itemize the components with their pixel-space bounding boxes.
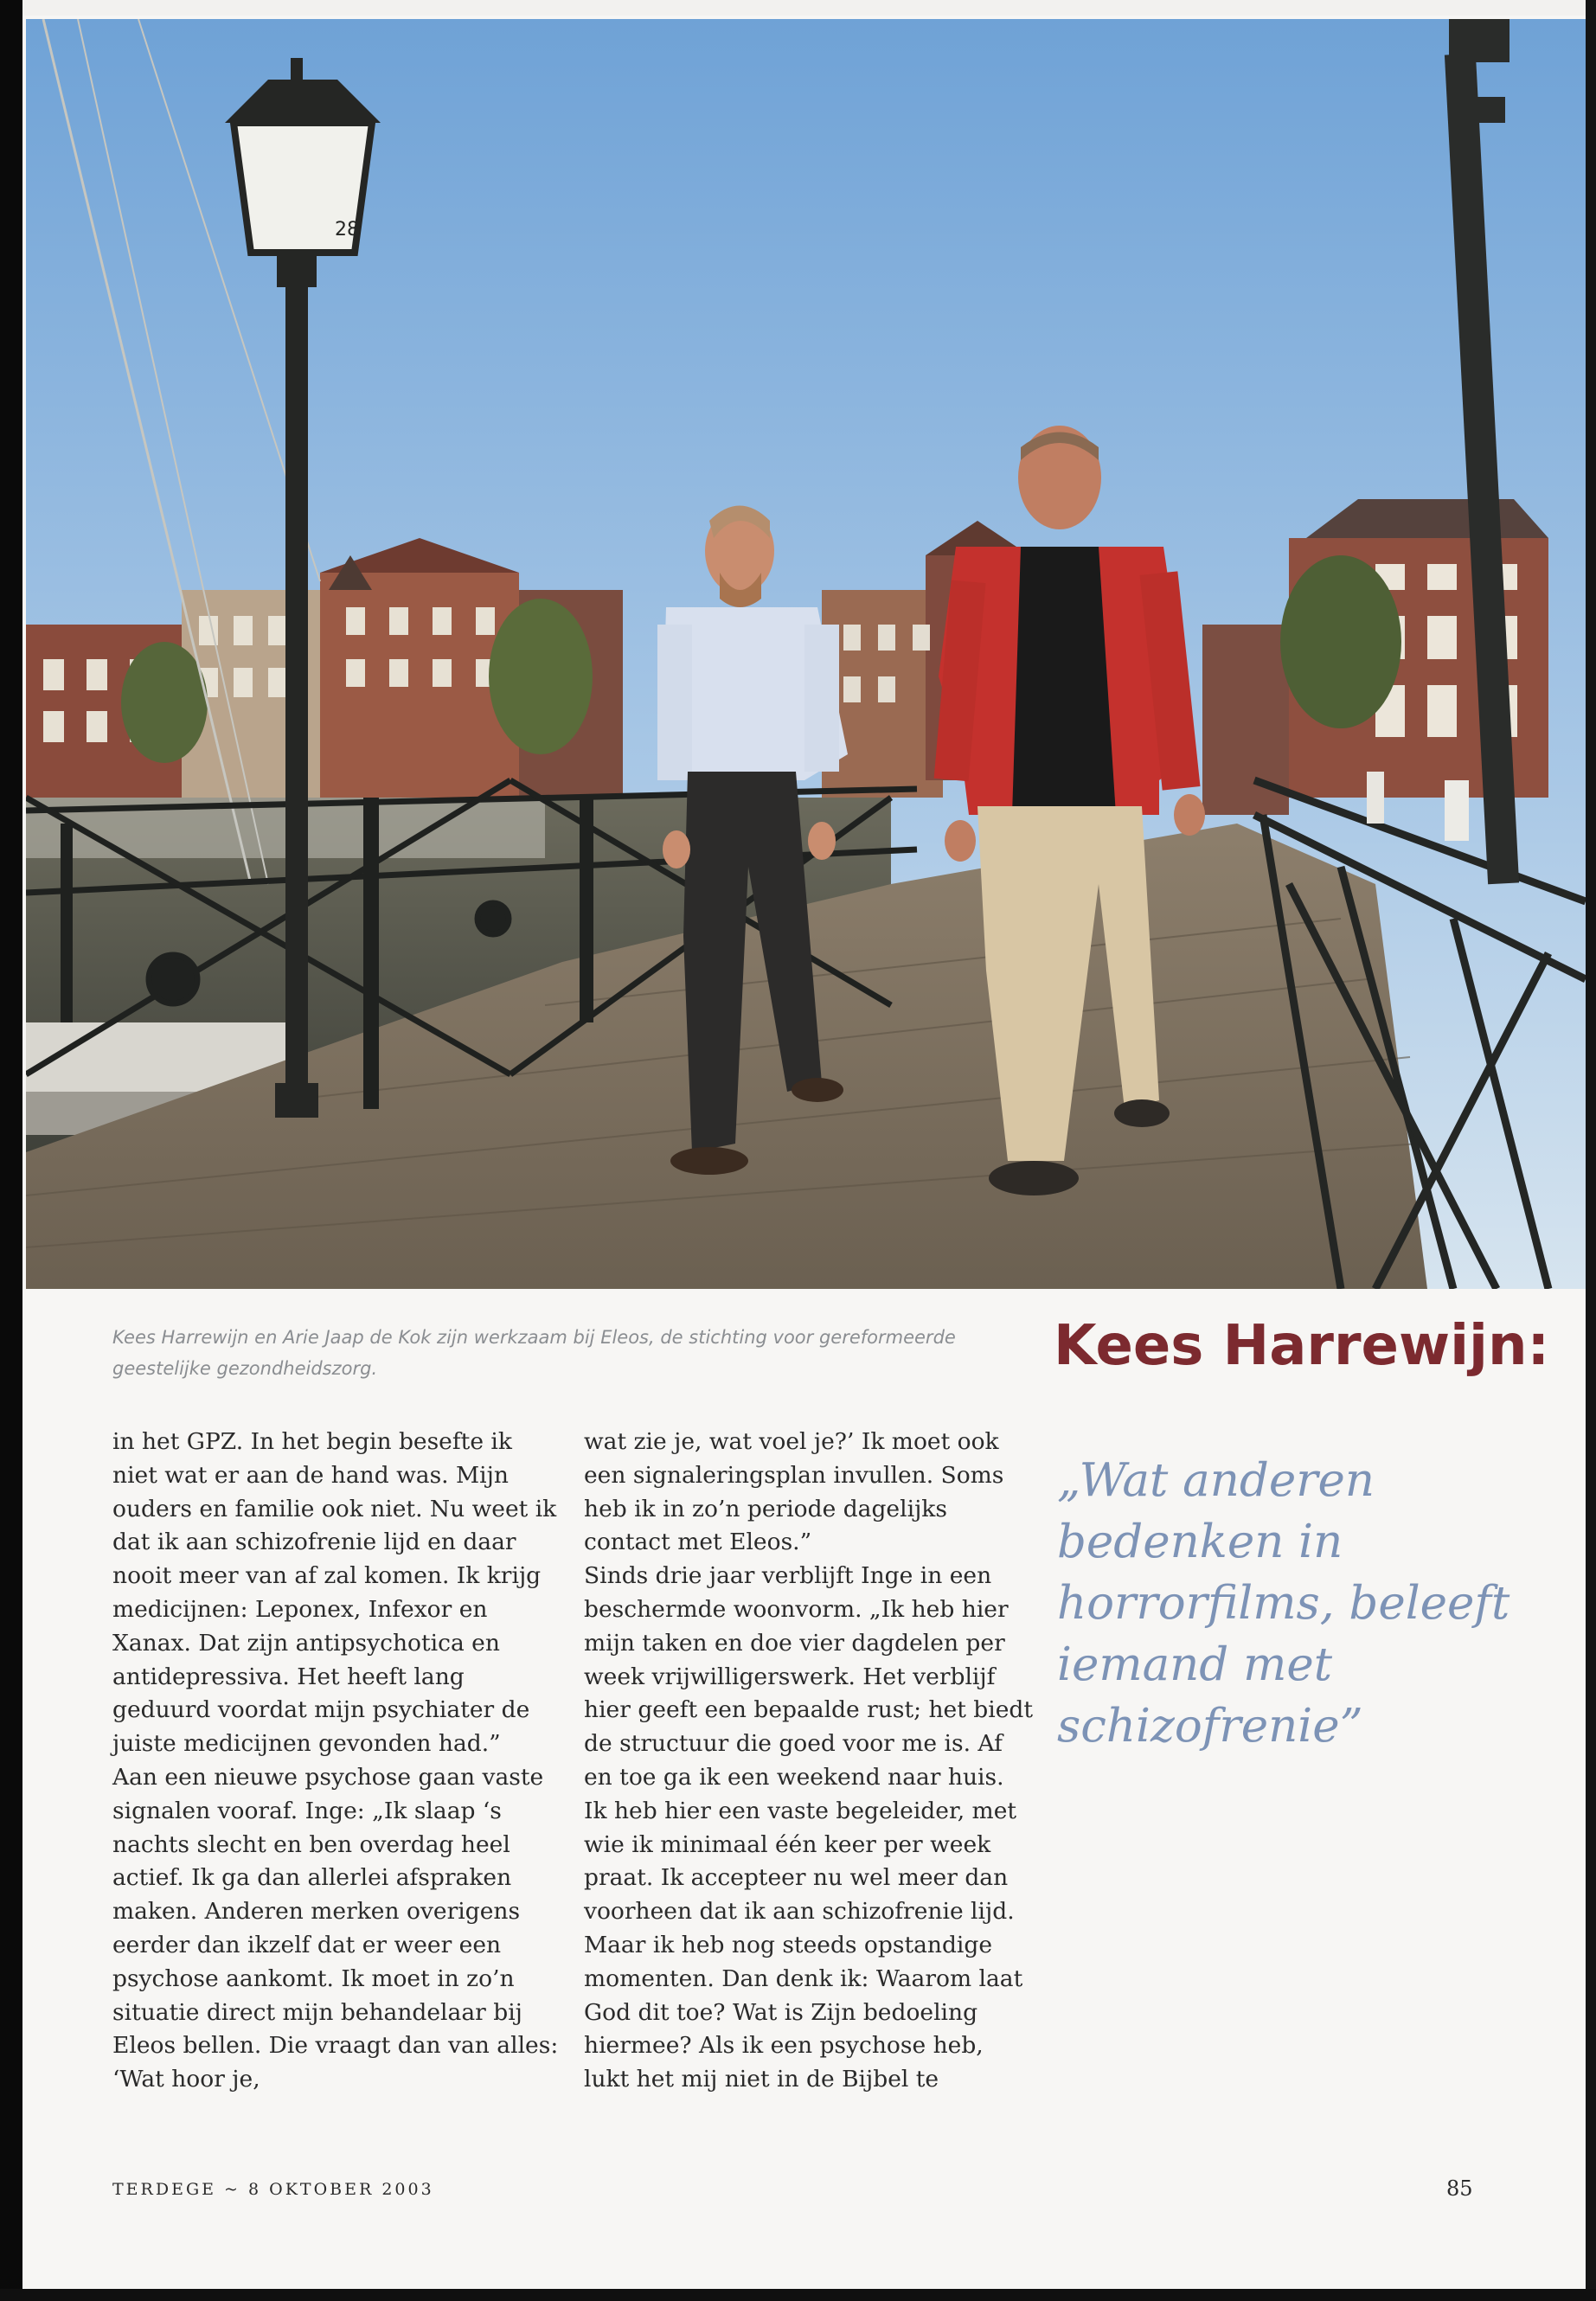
lamp-number: 28 <box>335 219 359 240</box>
photo-illustration <box>26 19 1586 1289</box>
scan-border-bottom <box>0 2289 1596 2301</box>
footer-publication: TERDEGE ~ 8 OKTOBER 2003 <box>112 2180 434 2199</box>
photo-caption: Kees Harrewijn en Arie Jaap de Kok zijn werkzaam bij Eleos, de stichting voor gereformeerde geestelijke gezondheidszorg. <box>112 1327 956 1379</box>
column1-paragraph: in het GPZ. In het begin besefte ik niet wat er aan de hand was. Mijn ouders en familie ook niet. Nu weet ik dat ik aan schizofrenie lijd en daar nooit meer van af zal komen. Ik krijg medicijnen: Leponex, Infexor en Xanax. Dat zijn antipsychotica en antidepressiva. Het heeft lang geduurd voordat mijn psychiater de juiste medicijnen gevonden had.” <box>112 1428 557 1758</box>
feature-photo <box>26 19 1586 1289</box>
column2-paragraph: wat zie je, wat voel je?’ Ik moet ook een signaleringsplan invullen. Soms heb ik in zo’n periode dagelijks contact met Eleos.” <box>584 1428 1004 1556</box>
article-column-1 <box>112 1426 562 2097</box>
scan-border-left <box>0 0 22 2301</box>
column1-paragraph: Aan een nieuwe psychose gaan vaste signalen vooraf. Inge: „Ik slaap ‘s nachts slecht en ben overdag heel actief. Ik ga dan allerlei afspraken maken. Anderen merken overigens eerder dan ikzelf dat er weer een psychose aankomt. Ik moet in zo’n situatie direct mijn behandelaar bij Eleos bellen. Die vraagt dan van alles: ‘Wat hoor je, <box>112 1763 559 2093</box>
page-number: 85 <box>1446 2176 1473 2201</box>
article-headline: Kees Harrewijn: <box>1054 1314 1550 1378</box>
scan-border-right <box>1586 0 1596 2301</box>
scan-border-top <box>0 0 1596 16</box>
article-column-2 <box>584 1426 1034 2097</box>
pull-quote: „Wat anderen bedenken in horrorfilms, beleeft iemand met schizofrenie” <box>1057 1454 1510 1753</box>
column2-paragraph: Sinds drie jaar verblijft Inge in een beschermde woonvorm. „Ik heb hier mijn taken en doe vier dagdelen per week vrijwilligerswerk. Het verblijf hier geeft een bepaalde rust; het biedt de structuur die goed voor me is. Af en toe ga ik een weekend naar huis. Ik heb hier een vaste begeleider, met wie ik minimaal één keer per week praat. Ik accepteer nu wel meer dan voorheen dat ik aan schizofrenie lijd. Maar ik heb nog steeds opstandige momenten. Dan denk ik: Waarom laat God dit toe? Wat is Zijn bedoeling hiermee? Als ik een psychose heb, lukt het mij niet in de Bijbel te <box>584 1562 1034 2093</box>
